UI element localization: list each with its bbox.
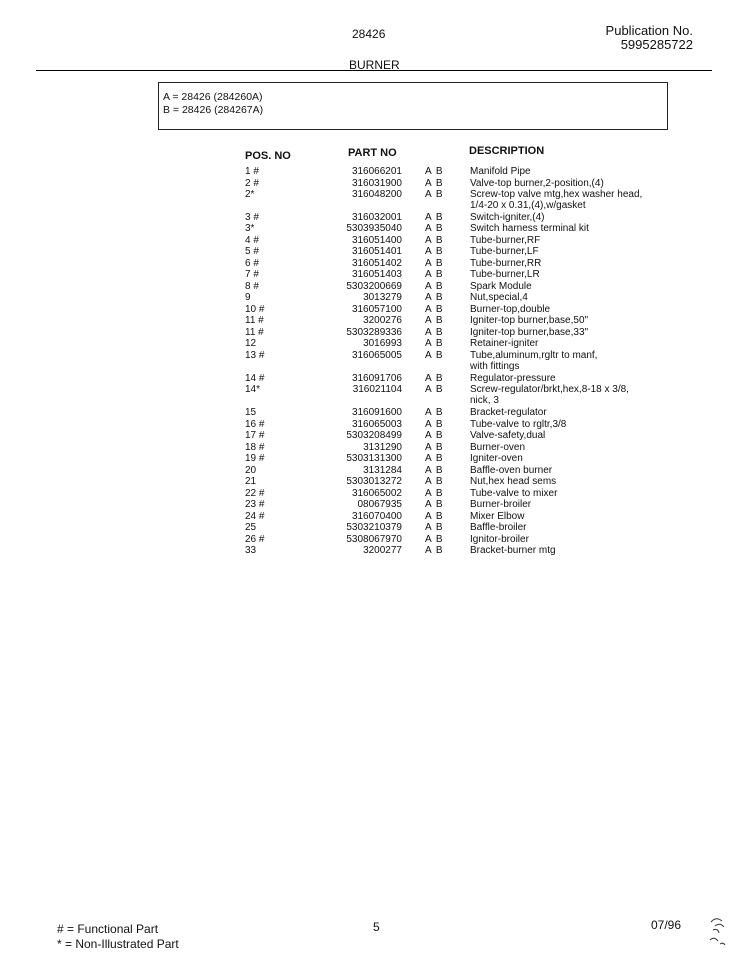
legend-non-illustrated: * = Non-Illustrated Part	[57, 937, 179, 951]
row-part-no: 316051400	[351, 235, 402, 246]
column-header-description: DESCRIPTION	[469, 145, 545, 157]
row-pos-no: 33	[245, 545, 257, 556]
row-description: Manifold Pipe	[470, 166, 531, 177]
row-part-no: 5303131300	[346, 453, 402, 464]
row-part-no: 5308067970	[346, 534, 402, 545]
row-pos-no: 6 #	[245, 258, 259, 269]
row-part-no: 316048200	[351, 189, 402, 200]
row-pos-no: 3*	[245, 223, 255, 234]
row-pos-no: 20	[245, 465, 257, 476]
row-description: Bracket-burner mtg	[470, 545, 556, 556]
column-header-pos: POS. NO	[245, 150, 291, 162]
row-models: A B	[425, 453, 444, 464]
row-description: Igniter-oven	[470, 453, 523, 464]
row-description: Tube-burner,RF	[470, 235, 541, 246]
row-pos-no: 14 #	[245, 373, 265, 384]
row-pos-no: 1 #	[245, 166, 259, 177]
row-part-no: 316065002	[351, 488, 402, 499]
row-part-no	[320, 361, 402, 372]
row-part-no: 3131290	[363, 442, 402, 453]
row-pos-no: 11 #	[245, 315, 264, 326]
row-models: A B	[425, 511, 444, 522]
row-part-no: 316091706	[351, 373, 402, 384]
row-pos-no: 2*	[245, 189, 255, 200]
row-pos-no: 21	[245, 476, 257, 487]
row-models: A B	[425, 522, 444, 533]
row-part-no: 08067935	[357, 499, 402, 510]
symbol-legend	[57, 922, 179, 952]
row-part-no: 5303013272	[346, 476, 402, 487]
row-description: Screw-top valve mtg,hex washer head,	[470, 189, 643, 200]
row-part-no: 3016993	[363, 338, 402, 349]
row-part-no: 5303208499	[346, 430, 402, 441]
row-description: Switch harness terminal kit	[470, 223, 589, 234]
row-pos-no: 15	[245, 407, 257, 418]
row-pos-no: 2 #	[245, 178, 259, 189]
row-pos-no: 10 #	[245, 304, 265, 315]
row-description: Burner-broiler	[470, 499, 532, 510]
row-description: Tube,aluminum,rgltr to manf,	[470, 350, 598, 361]
row-pos-no: 19 #	[245, 453, 265, 464]
row-description: Igniter-top burner,base,50"	[470, 315, 589, 326]
row-pos-no: 9	[245, 292, 251, 303]
row-part-no: 3013279	[363, 292, 402, 303]
row-models: A B	[425, 338, 444, 349]
row-pos-no: 8 #	[245, 281, 259, 292]
row-pos-no: 12	[245, 338, 257, 349]
row-models: A B	[425, 476, 444, 487]
row-description: Tube-valve to mixer	[470, 488, 558, 499]
row-models: A B	[425, 430, 444, 441]
row-part-no: 316031900	[351, 178, 402, 189]
publication-number: 5995285722	[620, 37, 693, 52]
row-description: Valve-safety,dual	[470, 430, 546, 441]
row-part-no: 3131284	[363, 465, 402, 476]
row-description: with fittings	[470, 361, 520, 372]
row-part-no: 316070400	[351, 511, 402, 522]
row-description: Valve-top burner,2-position,(4)	[470, 178, 604, 189]
model-key-b: B = 28426 (284267A)	[163, 104, 264, 116]
row-part-no: 316065005	[351, 350, 402, 361]
row-pos-no: 17 #	[245, 430, 265, 441]
row-models: A B	[425, 442, 444, 453]
row-pos-no: 24 #	[245, 511, 265, 522]
row-part-no: 316091600	[351, 407, 402, 418]
row-models: A B	[425, 419, 444, 430]
row-models: A B	[425, 545, 444, 556]
legend-functional: # = Functional Part	[57, 922, 159, 936]
row-models: A B	[425, 327, 444, 338]
row-models: A B	[425, 166, 444, 177]
row-description: nick, 3	[470, 395, 499, 406]
row-models: A B	[425, 212, 444, 223]
row-description: Tube-burner,LF	[470, 246, 539, 257]
row-pos-no: 22 #	[245, 488, 265, 499]
row-pos-no: 4 #	[245, 235, 259, 246]
model-number: 28426	[352, 27, 386, 41]
row-models: A B	[425, 304, 444, 315]
row-part-no: 316032001	[351, 212, 402, 223]
row-models: A B	[425, 269, 444, 280]
row-description: Burner-oven	[470, 442, 526, 453]
row-description: 1/4-20 x 0.31,(4),w/gasket	[470, 200, 586, 211]
row-description: Baffle-broiler	[470, 522, 527, 533]
row-models: A B	[425, 384, 444, 395]
row-description: Nut,special,4	[470, 292, 528, 303]
section-title: BURNER	[349, 58, 400, 72]
row-models: A B	[425, 223, 444, 234]
row-part-no: 3200276	[363, 315, 402, 326]
row-part-no: 5303935040	[346, 223, 402, 234]
row-pos-no: 23 #	[245, 499, 265, 510]
row-description: Tube-valve to rgltr,3/8	[470, 419, 567, 430]
row-description: Switch-igniter,(4)	[470, 212, 545, 223]
row-part-no: 316021104	[352, 384, 402, 395]
row-part-no: 316065003	[351, 419, 402, 430]
model-key-a: A = 28426 (284260A)	[163, 91, 263, 103]
row-pos-no: 11 #	[245, 327, 264, 338]
row-models: A B	[425, 350, 444, 361]
row-part-no: 316051401	[351, 246, 402, 257]
row-description: Igniter-top burner,base,33"	[470, 327, 589, 338]
row-part-no: 5303210379	[346, 522, 402, 533]
row-description: Nut,hex head sems	[470, 476, 557, 487]
header-divider	[36, 70, 712, 71]
row-pos-no: 26 #	[245, 534, 265, 545]
row-pos-no: 7 #	[245, 269, 259, 280]
row-part-no: 316051403	[351, 269, 402, 280]
row-description: Tube-burner,RR	[470, 258, 542, 269]
row-description: Tube-burner,LR	[470, 269, 540, 280]
row-pos-no: 14*	[245, 384, 261, 395]
row-description: Bracket-regulator	[470, 407, 547, 418]
page-number: 5	[373, 920, 380, 934]
row-pos-no: 18 #	[245, 442, 265, 453]
row-models: A B	[425, 465, 444, 476]
row-description: Baffle-oven burner	[470, 465, 553, 476]
row-models: A B	[425, 499, 444, 510]
row-models: A B	[425, 178, 444, 189]
row-part-no	[320, 200, 402, 211]
row-description: Ignitor-broiler	[470, 534, 529, 545]
row-part-no: 5303289336	[346, 327, 402, 338]
row-pos-no: 5 #	[245, 246, 259, 257]
row-part-no: 3200277	[363, 545, 402, 556]
row-part-no: 316051402	[351, 258, 402, 269]
row-models: A B	[425, 189, 444, 200]
row-part-no: 316057100	[351, 304, 402, 315]
row-models: A B	[425, 281, 444, 292]
row-part-no: 5303200669	[346, 281, 402, 292]
row-models: A B	[425, 488, 444, 499]
revision-date: 07/96	[651, 918, 682, 932]
row-models: A B	[425, 292, 444, 303]
row-description: Retainer-igniter	[470, 338, 539, 349]
row-models: A B	[425, 407, 444, 418]
row-models: A B	[425, 373, 444, 384]
row-description: Screw-regulator/brkt,hex,8-18 x 3/8,	[470, 384, 629, 395]
row-models: A B	[425, 315, 444, 326]
row-pos-no: 25	[245, 522, 257, 533]
row-part-no	[320, 395, 402, 406]
row-models: A B	[425, 258, 444, 269]
row-description: Mixer Elbow	[470, 511, 525, 522]
scan-mark-icon	[706, 914, 732, 950]
model-key-box	[158, 82, 668, 130]
row-description: Spark Module	[470, 281, 532, 292]
row-pos-no: 13 #	[245, 350, 265, 361]
row-description: Regulator-pressure	[470, 373, 556, 384]
row-pos-no: 3 #	[245, 212, 259, 223]
publication-label: Publication No.	[605, 23, 693, 38]
publication-block	[598, 24, 693, 52]
row-description: Burner-top,double	[470, 304, 551, 315]
column-header-part: PART NO	[348, 147, 397, 159]
row-models: A B	[425, 246, 444, 257]
row-models: A B	[425, 534, 444, 545]
row-part-no: 316066201	[351, 166, 402, 177]
row-pos-no: 16 #	[245, 419, 265, 430]
row-models: A B	[425, 235, 444, 246]
